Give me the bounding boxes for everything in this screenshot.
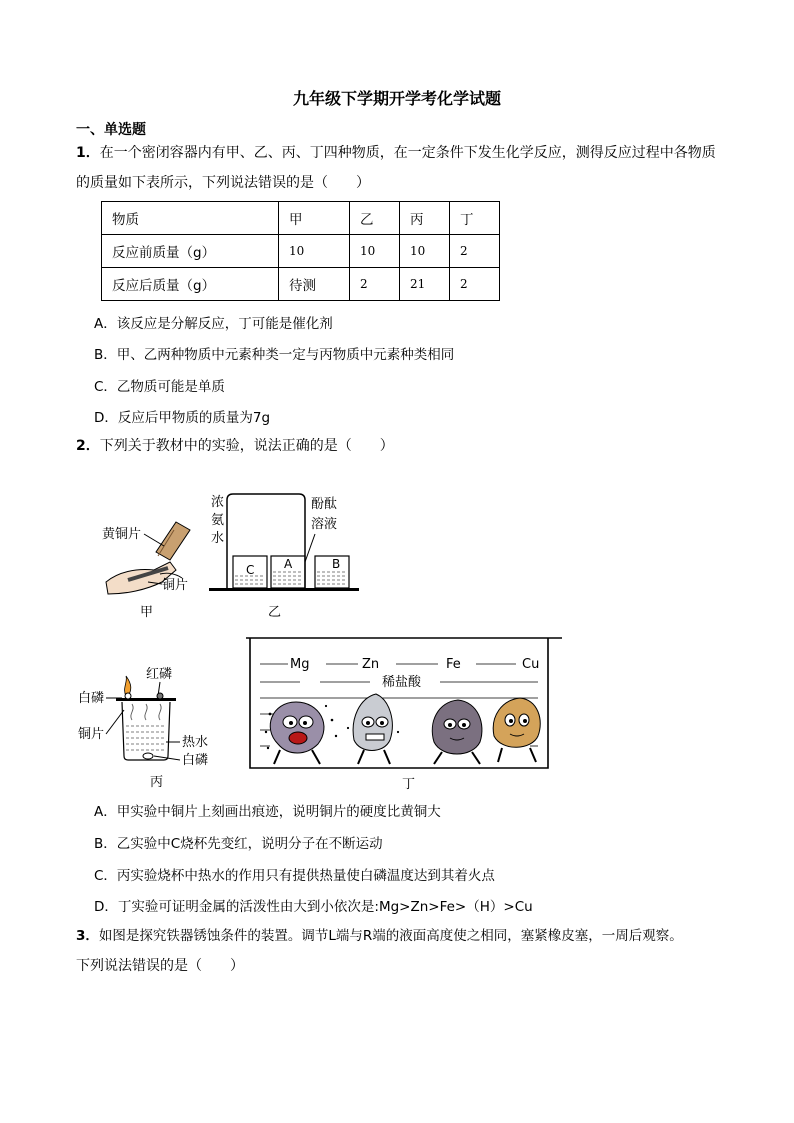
label-hot-water: 热水 <box>182 735 209 750</box>
label-copper-sheet: 铜片 <box>78 727 105 742</box>
caption-bing: 丙 <box>150 775 164 790</box>
caption-jia: 甲 <box>140 605 154 620</box>
table-cell: 甲 <box>279 202 350 235</box>
figure-bing <box>76 660 226 790</box>
table-cell: 2 <box>450 268 500 301</box>
q3-stem-text: 如图是探究铁器锈蚀条件的装置。调节L端与R端的液面高度使之相同，塞紧橡皮塞，一周后观察。 <box>98 928 683 944</box>
mg-character <box>265 702 337 764</box>
zn-character <box>347 694 399 764</box>
metal-label-fe: Fe <box>446 657 461 672</box>
table-cell: 乙 <box>350 202 400 235</box>
table-cell: 21 <box>400 268 450 301</box>
q2-option-a: A．甲实验中铜片上刻画出痕迹，说明铜片的硬度比黄铜大 <box>94 804 441 820</box>
q2-number: 2． <box>76 438 100 454</box>
figure-yi <box>205 490 365 620</box>
label-phenol-2: 溶液 <box>311 517 338 532</box>
page-title: 九年级下学期开学考化学试题 <box>292 89 501 108</box>
q1-option-c: C．乙物质可能是单质 <box>94 379 225 395</box>
label-phenol-1: 酚酞 <box>311 497 338 512</box>
q2-option-c: C．丙实验烧杯中热水的作用只有提供热量使白磷温度达到其着火点 <box>94 868 495 884</box>
figure-ding <box>240 632 570 794</box>
q3-number: 3． <box>76 928 99 944</box>
table-cell: 丙 <box>400 202 450 235</box>
label-ammonia-3: 水 <box>211 531 225 546</box>
beaker-c-label: C <box>246 563 255 577</box>
fe-character <box>432 700 482 764</box>
table-header-row <box>102 202 500 235</box>
caption-ding: 丁 <box>402 777 416 792</box>
table-cell: 反应后质量（g） <box>102 268 279 301</box>
table-row <box>102 235 500 268</box>
label-ammonia-2: 氨 <box>211 513 225 528</box>
label-ammonia-1: 浓 <box>211 495 225 510</box>
metal-label-zn: Zn <box>362 657 380 672</box>
table-cell: 2 <box>350 268 400 301</box>
label-brass: 黄铜片 <box>102 527 142 542</box>
table-cell: 2 <box>450 235 500 268</box>
table-row <box>102 268 500 301</box>
q2-stem-text: 下列关于教材中的实验，说法正确的是（ ） <box>99 438 394 454</box>
q1-stem-line2: 的质量如下表所示，下列说法错误的是（ ） <box>76 175 370 191</box>
acid-label: 稀盐酸 <box>382 675 422 690</box>
metal-label-mg: Mg <box>290 657 310 672</box>
table-cell: 10 <box>400 235 450 268</box>
table-cell: 10 <box>279 235 350 268</box>
q1-stem-line1 <box>76 143 716 163</box>
table-cell: 待测 <box>279 268 350 301</box>
table-cell: 反应前质量（g） <box>102 235 279 268</box>
q1-option-a: A．该反应是分解反应，丁可能是催化剂 <box>94 316 333 332</box>
label-white-phosphorus-bottom: 白磷 <box>182 753 209 768</box>
section-heading: 一、单选题 <box>76 122 146 138</box>
label-white-phosphorus-left: 白磷 <box>78 691 105 706</box>
metal-label-cu: Cu <box>522 657 540 672</box>
figure-jia <box>98 490 198 620</box>
label-red-phosphorus: 红磷 <box>146 667 173 682</box>
table-cell: 丁 <box>450 202 500 235</box>
table-cell: 物质 <box>102 202 279 235</box>
table-cell: 10 <box>350 235 400 268</box>
q2-option-b: B．乙实验中C烧杯先变红，说明分子在不断运动 <box>94 836 383 852</box>
q1-stem-text: 在一个密闭容器内有甲、乙、丙、丁四种物质，在一定条件下发生化学反应，测得反应过程中各物质 <box>99 145 716 161</box>
q3-stem-line2: 下列说法错误的是（ ） <box>76 958 244 974</box>
label-copper: 铜片 <box>162 578 189 593</box>
q2-option-d: D．丁实验可证明金属的活泼性由大到小依次是:Mg>Zn>Fe>（H）>Cu <box>94 899 533 915</box>
beaker-a-label: A <box>284 557 293 571</box>
caption-yi: 乙 <box>268 605 282 620</box>
q3-stem-line1 <box>76 926 683 946</box>
q1-mass-table <box>101 201 500 301</box>
q1-number: 1． <box>76 145 100 161</box>
q1-option-d: D．反应后甲物质的质量为7g <box>94 410 271 426</box>
beaker-b-label: B <box>332 557 341 571</box>
q1-option-b: B．甲、乙两种物质中元素种类一定与丙物质中元素种类相同 <box>94 347 455 363</box>
q2-stem <box>76 436 394 456</box>
cu-character <box>493 698 540 762</box>
